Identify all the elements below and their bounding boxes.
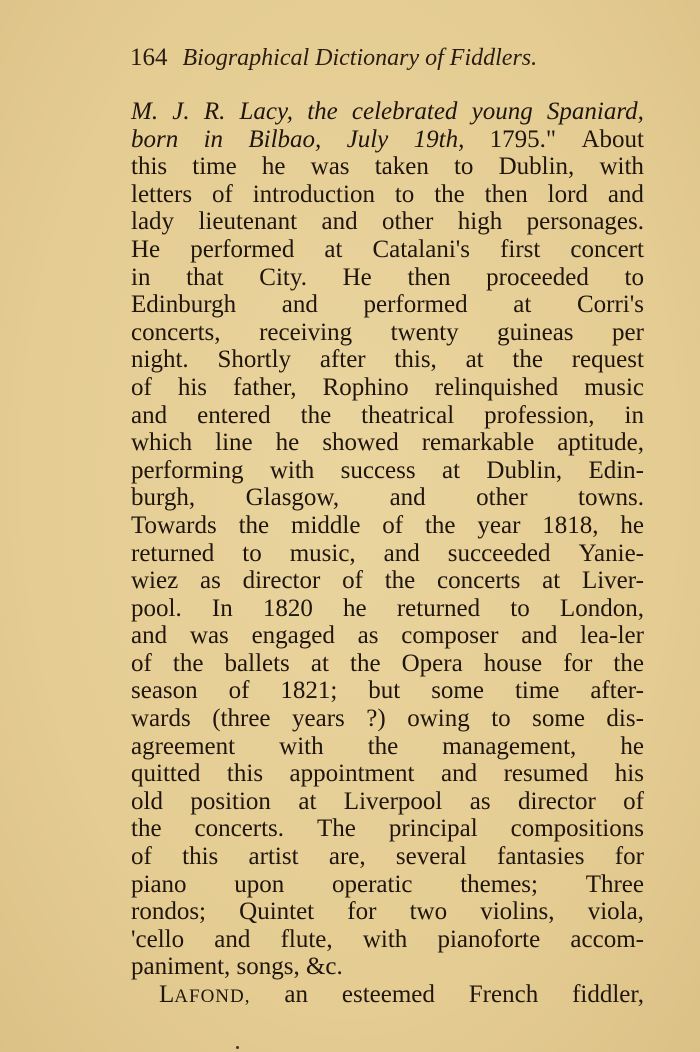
word: operatic	[331, 870, 413, 898]
word: principal	[388, 815, 478, 843]
word: at	[324, 235, 343, 263]
word: two	[409, 898, 448, 926]
text-line	[131, 595, 644, 623]
word: in	[203, 125, 224, 153]
word: wards	[131, 705, 191, 733]
word: 1821;	[280, 677, 338, 705]
word: proceeded	[486, 263, 589, 291]
word: the	[172, 649, 204, 677]
word: quitted	[131, 760, 201, 788]
word: personages.	[526, 208, 644, 236]
word: fantasies	[497, 843, 585, 871]
text-line	[131, 815, 644, 843]
word: at	[465, 346, 484, 374]
word: but	[368, 677, 401, 705]
word: Spaniard,	[546, 98, 644, 125]
word: wiez	[131, 567, 179, 595]
word: at	[542, 567, 561, 595]
word: the	[384, 567, 416, 595]
page-number: 164	[130, 44, 168, 71]
text-line	[131, 346, 644, 374]
text-line	[131, 181, 644, 209]
text-line	[131, 871, 644, 899]
word: showed	[322, 429, 399, 457]
word: several	[395, 843, 467, 871]
word: Corri's	[576, 291, 644, 319]
word: and	[131, 622, 168, 650]
word: request	[571, 346, 644, 374]
text-line	[131, 981, 644, 1009]
word: R.	[203, 98, 226, 125]
word: at	[310, 649, 329, 677]
word: Lacy,	[239, 98, 293, 125]
word: of	[382, 511, 404, 539]
word: then	[484, 180, 528, 208]
word: and	[321, 208, 358, 236]
word: for	[563, 649, 593, 677]
word: (three	[212, 705, 271, 733]
word: dis-	[606, 705, 644, 733]
word: 'cello	[131, 925, 185, 953]
word: this,	[394, 346, 437, 374]
word: About	[581, 125, 644, 153]
word: ballets	[224, 649, 290, 677]
word: father,	[233, 373, 297, 401]
word: returned	[396, 594, 481, 622]
word: Dublin,	[498, 153, 575, 181]
word: and	[281, 291, 318, 319]
word: of	[131, 843, 152, 871]
word: Quintet	[239, 898, 315, 926]
word: 19th,	[413, 125, 465, 153]
word: season	[131, 677, 198, 705]
text-line	[131, 291, 644, 319]
word: this	[226, 760, 264, 788]
paper-speck	[236, 1046, 239, 1049]
word: performed	[190, 235, 295, 263]
text-line	[131, 540, 644, 568]
word: lord	[547, 180, 588, 208]
word: burgh,	[131, 484, 196, 512]
word: this	[182, 843, 219, 871]
word: agreement	[131, 732, 236, 760]
word: esteemed	[341, 981, 435, 1008]
word: the	[131, 815, 162, 843]
word: of	[342, 567, 363, 595]
word: time	[514, 677, 560, 705]
text-line	[131, 953, 644, 981]
word: his	[614, 760, 644, 788]
word: year	[477, 511, 521, 539]
word: He	[131, 235, 161, 263]
word: born	[131, 125, 179, 153]
word: Edin-	[588, 456, 644, 484]
word: upon	[234, 870, 285, 898]
word: after	[319, 346, 366, 374]
word: Liver-	[581, 567, 644, 595]
word: composer	[401, 622, 499, 650]
word: to	[394, 180, 415, 208]
word: of	[228, 677, 250, 705]
word: are,	[328, 843, 366, 871]
word: relinquished	[434, 373, 559, 401]
text-line	[131, 622, 644, 650]
word: concerts,	[131, 318, 221, 346]
word: the	[307, 98, 338, 125]
word: the	[613, 649, 644, 677]
word: theatrical	[361, 401, 455, 429]
text-line	[131, 374, 644, 402]
word: some	[532, 705, 585, 733]
word: his	[177, 373, 208, 401]
word: he	[275, 429, 300, 457]
headword-initial: L	[159, 981, 175, 1008]
word: to	[453, 153, 474, 181]
word: line	[215, 429, 253, 457]
text-line	[131, 705, 644, 733]
word: rondos;	[131, 898, 206, 926]
word: 1818,	[542, 511, 599, 539]
word: and	[214, 925, 251, 953]
word: owing	[407, 705, 470, 733]
word: concerts.	[194, 815, 285, 843]
word: French	[468, 981, 539, 1008]
word: director	[518, 787, 596, 815]
text-line	[131, 567, 644, 595]
word: twenty	[390, 318, 459, 346]
word: concert	[570, 235, 644, 263]
word: old	[131, 787, 163, 815]
word: the	[300, 401, 332, 429]
word: lady	[131, 208, 175, 236]
text-line	[131, 429, 644, 457]
word: Towards	[131, 511, 217, 539]
text-line	[131, 484, 644, 512]
word: night.	[131, 346, 189, 374]
word: Yanie-	[578, 539, 644, 567]
word: in	[131, 263, 151, 291]
word: fiddler,	[572, 981, 644, 1008]
word: Edinburgh	[131, 291, 237, 319]
word: middle	[291, 511, 361, 539]
word: pianoforte	[437, 925, 541, 953]
text-line	[131, 319, 644, 347]
word: some	[431, 677, 484, 705]
word: taken	[374, 153, 429, 181]
word: time	[192, 153, 237, 181]
word: ?)	[366, 705, 386, 733]
text-line	[131, 126, 644, 154]
word: house	[483, 649, 543, 677]
word: as	[199, 567, 221, 595]
word: compositions	[510, 815, 644, 843]
word: other	[476, 484, 528, 512]
word: returned	[131, 539, 215, 567]
word: flute,	[280, 925, 333, 953]
word: viola,	[587, 898, 644, 926]
text-line	[131, 153, 644, 181]
text-line	[131, 733, 644, 761]
word: for	[614, 843, 644, 871]
word: other	[382, 208, 434, 236]
word: the	[367, 732, 399, 760]
text-line	[131, 264, 644, 292]
word: of	[131, 373, 152, 401]
word: for	[347, 898, 377, 926]
word: to	[624, 263, 644, 291]
word: the	[424, 511, 456, 539]
text-line	[131, 402, 644, 430]
running-title: Biographical Dictionary of Fiddlers.	[182, 45, 538, 71]
word: with	[279, 732, 324, 760]
word: and	[389, 484, 426, 512]
word: succeeded	[447, 539, 551, 567]
word: at	[513, 291, 532, 319]
word: of	[212, 180, 233, 208]
word: Bilbao,	[248, 125, 322, 153]
text-line	[131, 760, 644, 788]
word: he	[261, 153, 286, 181]
text-line	[131, 98, 644, 126]
word: after-	[590, 677, 644, 705]
word: artist	[248, 843, 299, 871]
word: 1795."	[489, 125, 557, 153]
text-line	[131, 926, 644, 954]
word: City.	[259, 263, 307, 291]
text-line	[131, 843, 644, 871]
word: he	[620, 732, 644, 760]
headword-rest: AFOND,	[174, 986, 251, 1007]
word: Catalani's	[372, 235, 471, 263]
word: celebrated	[351, 98, 458, 125]
word: London,	[559, 594, 644, 622]
word: concerts	[437, 567, 521, 595]
word: young	[471, 98, 533, 125]
word: was	[189, 622, 229, 650]
word: towns.	[578, 484, 644, 512]
word: that	[186, 263, 224, 291]
word: performed	[363, 291, 468, 319]
word: to	[242, 539, 262, 567]
word: success	[340, 456, 416, 484]
word: introduction	[252, 180, 375, 208]
word: the	[434, 180, 465, 208]
text-line	[131, 788, 644, 816]
word: lea-ler	[580, 622, 644, 650]
word: profession,	[484, 401, 595, 429]
text-line	[131, 457, 644, 485]
word: with	[269, 456, 315, 484]
body-text	[131, 98, 644, 1009]
word: The	[317, 815, 356, 843]
word: as	[469, 787, 491, 815]
text-line	[131, 898, 644, 926]
word: accom-	[570, 925, 644, 953]
word: letters	[131, 180, 193, 208]
word: the	[238, 511, 270, 539]
word: Glasgow,	[245, 484, 340, 512]
word: the	[512, 346, 543, 374]
word: Three	[585, 870, 644, 898]
word: piano	[131, 870, 187, 898]
word: resumed	[503, 760, 589, 788]
word: J.	[172, 98, 190, 125]
word: and	[607, 180, 644, 208]
word: entered	[197, 401, 271, 429]
word: In	[211, 594, 233, 622]
text-line	[131, 208, 644, 236]
word: to	[491, 705, 511, 733]
word: position	[190, 787, 271, 815]
word: lieutenant	[198, 208, 298, 236]
word: high	[457, 208, 503, 236]
word: to	[510, 594, 530, 622]
word: per	[612, 318, 644, 346]
word: M.	[131, 98, 159, 125]
word: remarkable	[421, 429, 535, 457]
word: with	[599, 153, 644, 181]
word: director	[242, 567, 321, 595]
word: guineas	[497, 318, 574, 346]
word: an	[284, 981, 308, 1008]
word: engaged	[251, 622, 335, 650]
word: 1820	[262, 594, 313, 622]
word: Shortly	[217, 346, 292, 374]
word: music,	[289, 539, 356, 567]
word: paniment, songs, &c.	[131, 953, 343, 981]
word: he	[620, 511, 644, 539]
word: Dublin,	[486, 456, 563, 484]
word: he	[343, 594, 367, 622]
word: this	[131, 153, 168, 181]
text-line	[131, 650, 644, 678]
word: and	[131, 401, 168, 429]
word: at	[298, 787, 317, 815]
word: of	[131, 649, 152, 677]
word: He	[342, 263, 372, 291]
word: as	[357, 622, 379, 650]
word: management,	[442, 732, 577, 760]
running-header	[130, 44, 600, 72]
word: then	[407, 263, 451, 291]
word: in	[624, 401, 644, 429]
text-line	[131, 236, 644, 264]
word: music	[584, 373, 644, 401]
text-line	[131, 677, 644, 705]
word: which	[131, 429, 193, 457]
word: pool.	[131, 594, 182, 622]
word: receiving	[259, 318, 353, 346]
word: Liverpool	[343, 787, 443, 815]
word: Opera	[401, 649, 463, 677]
word: at	[441, 456, 461, 484]
word: of	[623, 787, 644, 815]
word: July	[346, 125, 389, 153]
word: and	[383, 539, 420, 567]
word: violins,	[480, 898, 555, 926]
word: appointment	[289, 760, 415, 788]
word: years	[292, 705, 345, 733]
text-line	[131, 512, 644, 540]
word: Rophino	[322, 373, 409, 401]
word: with	[362, 925, 408, 953]
word: first	[500, 235, 541, 263]
word: was	[310, 153, 350, 181]
word: the	[350, 649, 381, 677]
word: performing	[131, 456, 244, 484]
word: and	[521, 622, 558, 650]
word: themes;	[460, 870, 538, 898]
entry-headword	[159, 981, 250, 1009]
word: aptitude,	[557, 429, 644, 457]
word: and	[441, 760, 478, 788]
